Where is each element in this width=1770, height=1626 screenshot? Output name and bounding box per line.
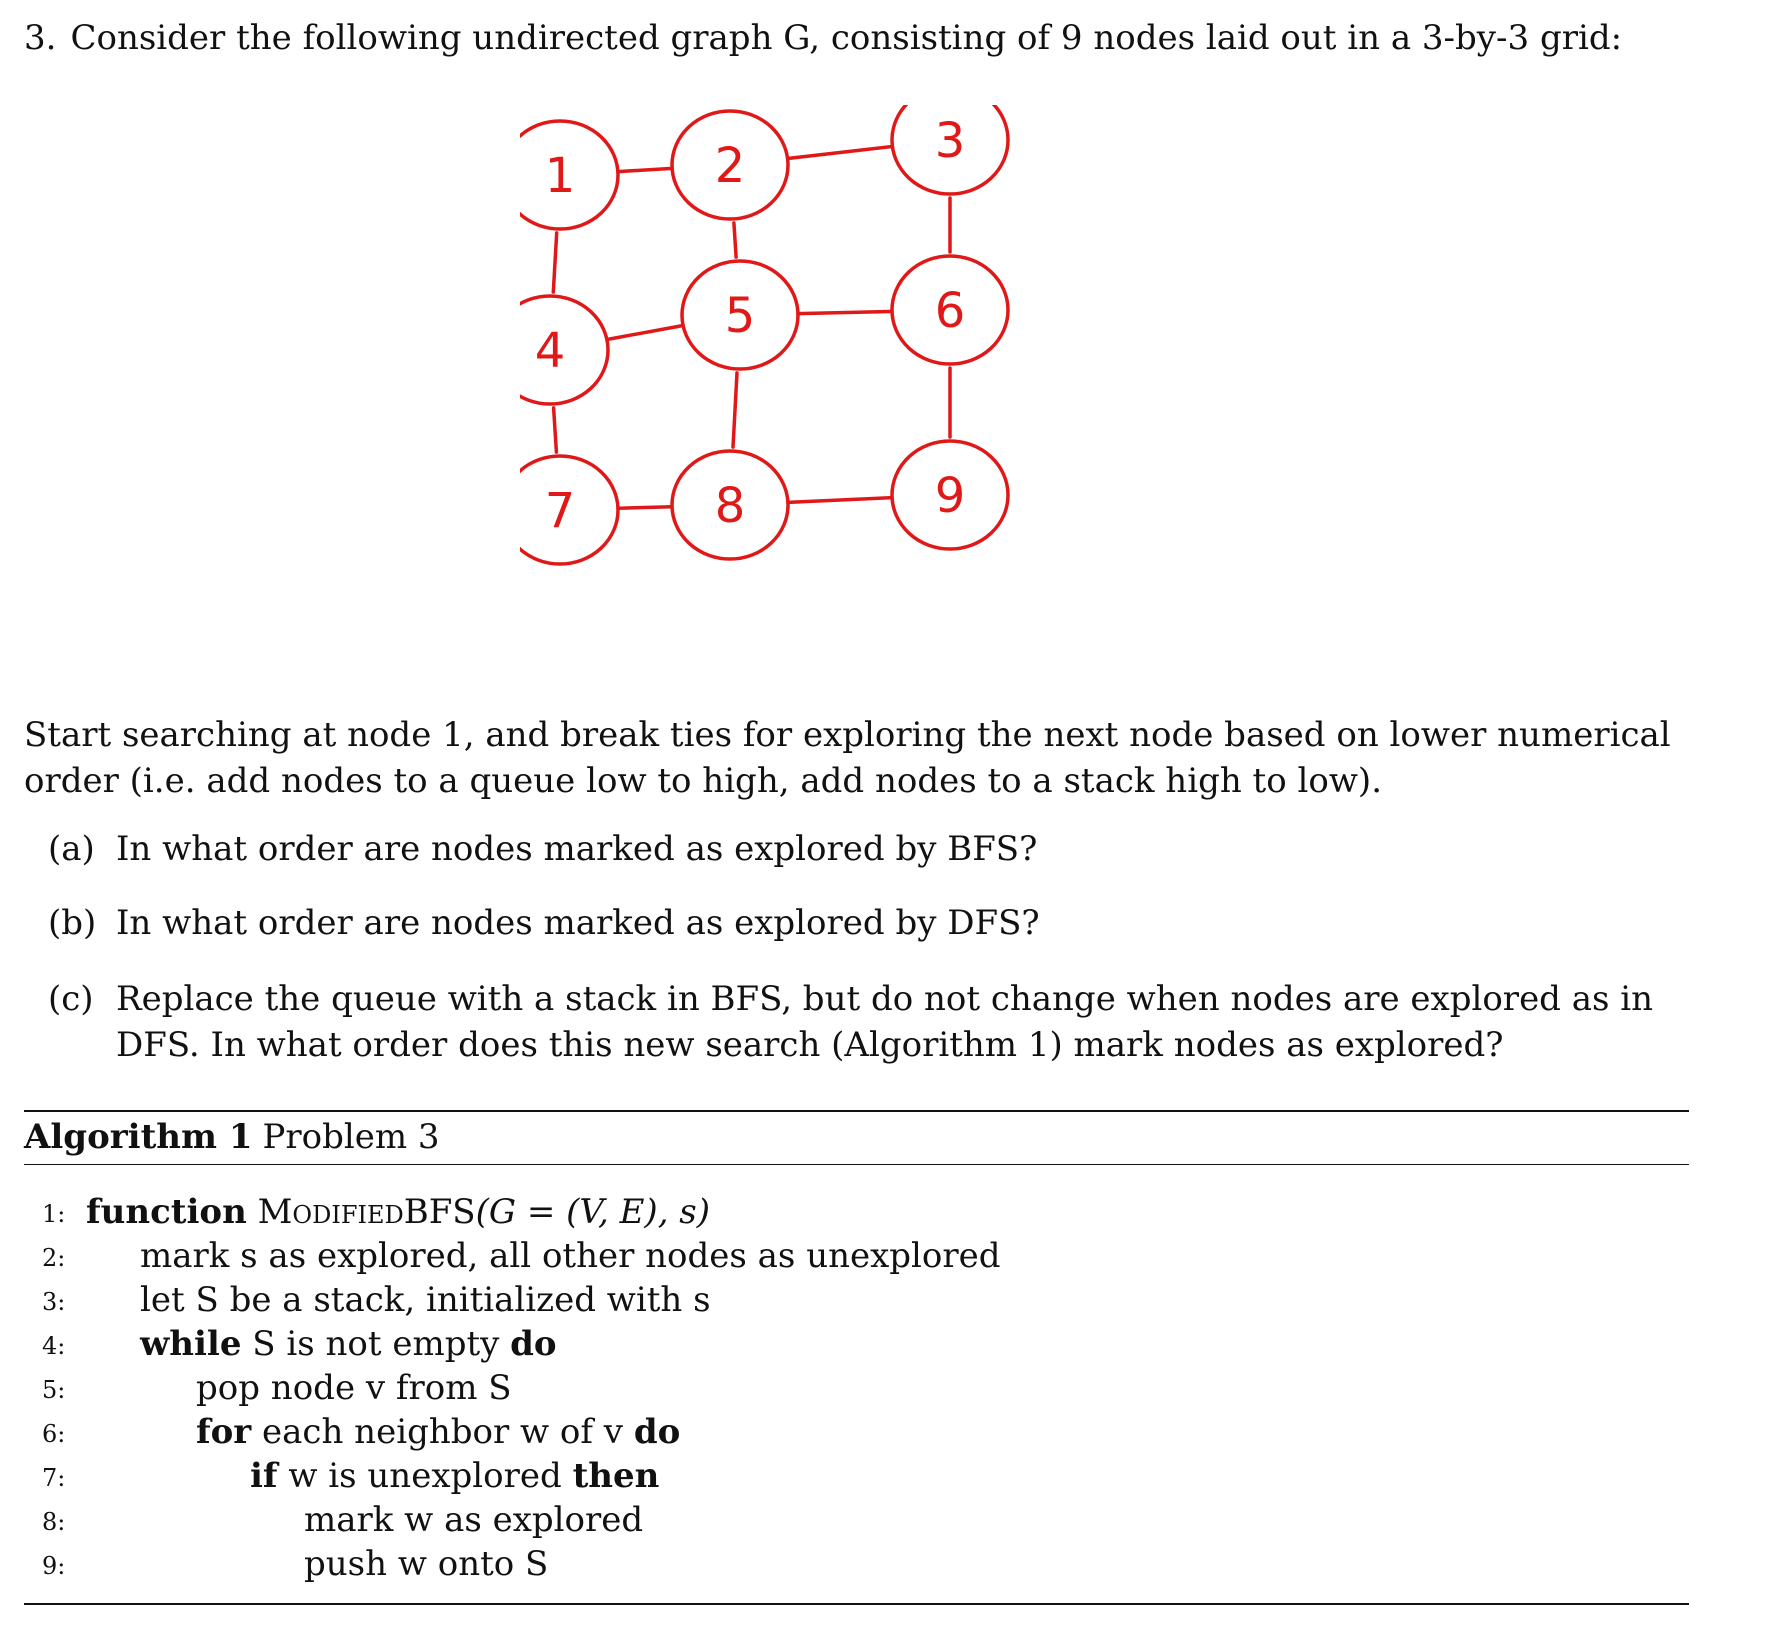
graph-edge — [788, 498, 892, 503]
graph-node — [892, 441, 1008, 549]
algorithm-bottom-rule — [24, 1603, 1689, 1605]
graph-figure — [520, 105, 1220, 665]
graph-edge — [553, 233, 556, 292]
algorithm-line — [24, 1410, 1684, 1454]
node-label: 5 — [724, 288, 756, 344]
function-name: ModifiedBFS — [257, 1192, 476, 1232]
graph-node — [520, 456, 618, 564]
line-code: pop node v from S — [196, 1368, 512, 1408]
line-number: 4: — [42, 1332, 66, 1360]
line-number: 3: — [42, 1288, 66, 1316]
line-number: 1: — [42, 1200, 66, 1228]
line-number: 8: — [42, 1508, 66, 1536]
algorithm-line — [24, 1278, 1684, 1322]
keyword: if — [250, 1456, 278, 1496]
keyword: function — [86, 1192, 247, 1232]
line-number: 9: — [42, 1552, 66, 1580]
algorithm-top-rule — [24, 1110, 1689, 1112]
line-code: mark s as explored, all other nodes as unexplored — [140, 1236, 1001, 1276]
algorithm-line — [24, 1322, 1684, 1366]
graph-edge — [734, 223, 736, 257]
keyword: then — [572, 1456, 660, 1496]
graph-node — [520, 121, 618, 229]
node-label: 2 — [714, 138, 746, 194]
graph-node — [672, 451, 788, 559]
line-text: S is not empty — [252, 1324, 500, 1364]
algorithm-line — [24, 1542, 1684, 1586]
question-b — [48, 900, 1698, 946]
line-code: let S be a stack, initialized with s — [140, 1280, 711, 1320]
line-number: 6: — [42, 1420, 66, 1448]
algorithm-title: Problem 3 — [262, 1117, 440, 1157]
line-code — [140, 1322, 557, 1366]
problem-number: 3. — [24, 18, 57, 58]
line-number: 5: — [42, 1376, 66, 1404]
instructions — [24, 712, 1694, 804]
graph-edge — [618, 507, 672, 509]
algorithm-line — [24, 1190, 1684, 1234]
keyword: do — [510, 1324, 557, 1364]
node-label: 8 — [714, 478, 746, 534]
line-text: w is unexplored — [288, 1456, 562, 1496]
line-code — [250, 1454, 659, 1498]
algorithm-line — [24, 1454, 1684, 1498]
graph-node — [672, 111, 788, 219]
line-code — [196, 1410, 680, 1454]
question-text: In what order are nodes marked as explored by BFS? — [116, 829, 1038, 869]
algorithm-label: Algorithm 1 — [24, 1117, 253, 1157]
problem-statement — [24, 14, 1724, 62]
node-label: 7 — [544, 483, 576, 539]
problem-intro: Consider the following undirected graph G, consisting of 9 nodes laid out in a 3-by-3 grid: — [70, 18, 1623, 58]
graph-node — [892, 256, 1008, 364]
graph-edge — [607, 326, 683, 340]
question-text: In what order are nodes marked as explored by DFS? — [116, 903, 1040, 943]
algorithm-line — [24, 1366, 1684, 1410]
node-label: 4 — [534, 323, 566, 379]
graph-node — [892, 105, 1008, 194]
keyword: do — [633, 1412, 681, 1452]
line-code — [86, 1190, 710, 1234]
algorithm-header — [24, 1114, 440, 1160]
graph-node — [682, 261, 798, 369]
node-label: 1 — [544, 148, 576, 204]
question-label: (b) — [48, 903, 97, 943]
instructions-text: Start searching at node 1, and break ties for exploring the next node based on lower numerical order (i.e. add nodes to a queue low to high, add nodes to a stack high to low). — [24, 715, 1671, 801]
graph-edge — [554, 408, 557, 452]
node-label: 6 — [934, 283, 966, 339]
graph-svg — [520, 105, 1220, 665]
node-label: 9 — [934, 468, 966, 524]
line-code: mark w as explored — [304, 1500, 644, 1540]
question-label: (a) — [48, 829, 95, 869]
algorithm-header-rule — [24, 1164, 1689, 1165]
keyword: for — [196, 1412, 252, 1452]
question-c — [48, 976, 1698, 1068]
keyword: while — [140, 1324, 242, 1364]
graph-edge — [788, 147, 893, 159]
graph-nodes — [520, 105, 1008, 564]
question-label: (c) — [48, 979, 94, 1019]
line-text: each neighbor w of v — [262, 1412, 623, 1452]
graph-edge — [798, 311, 892, 313]
line-code: push w onto S — [304, 1544, 549, 1584]
function-args: (G = (V, E), s) — [475, 1192, 711, 1232]
graph-edge — [618, 168, 672, 171]
question-a — [48, 826, 1698, 872]
graph-node — [520, 296, 608, 404]
algorithm-line — [24, 1234, 1684, 1278]
question-text: Replace the queue with a stack in BFS, but do not change when nodes are explored as in DFS. In what order does this new search (Algorithm 1) mark nodes as explored? — [116, 979, 1654, 1065]
algorithm-body — [24, 1190, 1684, 1586]
graph-edge — [733, 373, 737, 447]
line-number: 7: — [42, 1464, 66, 1492]
node-label: 3 — [934, 113, 966, 169]
line-number: 2: — [42, 1244, 66, 1272]
algorithm-line — [24, 1498, 1684, 1542]
